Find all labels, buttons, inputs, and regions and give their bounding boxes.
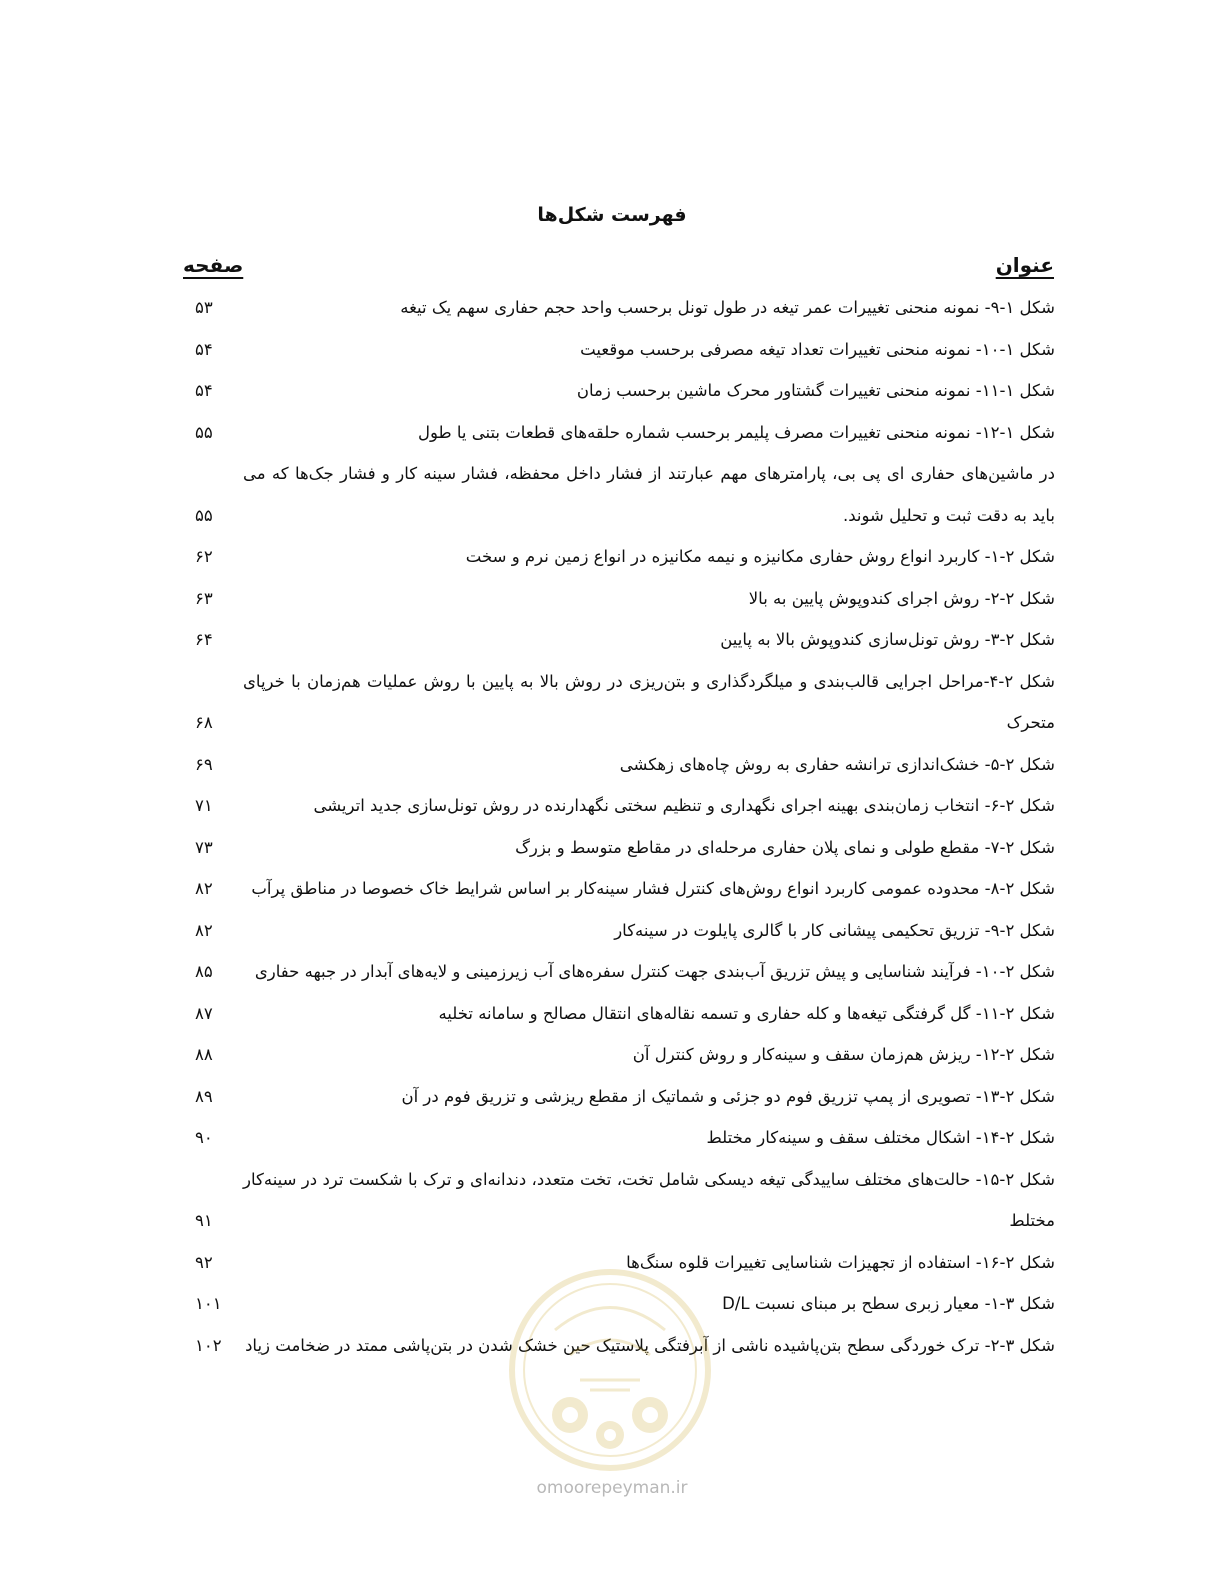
toc-entry-title: شکل ۲-۸- محدوده عمومی کاربرد انواع روش‌های کنترل فشار سینه‌کار بر اساس شرایط خاک خصوصا در مناطق پرآب (251, 879, 1055, 898)
toc-entry-title: شکل ۳-۱- معیار زبری سطح بر مبنای نسبت D/L (722, 1294, 1055, 1313)
toc-entry-page-number: ۸۵ (195, 962, 213, 981)
toc-entry-page-number: ۸۲ (195, 879, 213, 898)
toc-entry-page-number: ۶۲ (195, 547, 213, 566)
watermark-url: omoorepeyman.ir (536, 1478, 688, 1498)
toc-entry-title: شکل ۲-۱۶- استفاده از تجهیزات شناسایی تغییرات قلوه سنگ‌ها (626, 1252, 1055, 1272)
toc-entry-page-number: ۶۴ (195, 630, 213, 649)
toc-entry-title: شکل ۲-۱۴- اشکال مختلف سقف و سینه‌کار مختلط (706, 1128, 1055, 1147)
page-title: فهرست شکل‌ها (537, 204, 687, 226)
toc-entry[interactable] (195, 1159, 1055, 1242)
toc-entry-title: شکل ۲-۹- تزریق تحکیمی پیشانی کار با گالری پایلوت در سینه‌کار (614, 920, 1055, 940)
toc-entry-title: شکل ۲-۱۰- فرآیند شناسایی و پیش تزریق آب‌بندی جهت کنترل سفره‌های آب زیرزمینی و لایه‌های آبدار در جبهه حفاری (254, 962, 1055, 981)
toc-entry[interactable] (195, 993, 1055, 1035)
toc-entry-title: شکل ۱-۹- نمونه منحنی تغییرات عمر تیغه در طول تونل برحسب واحد حجم حفاری سهم یک تیغه (400, 298, 1055, 317)
toc-entry-title: شکل ۳-۲- ترک خوردگی سطح بتن‌پاشیده ناشی از آبرفتگی پلاستیک حین خشک شدن در بتن‌پاشی ممتد در ضخامت زیاد (245, 1335, 1055, 1355)
toc-entry[interactable] (195, 1242, 1055, 1284)
toc-entry-title: شکل ۲-۳- روش تونل‌سازی کندوپوش بالا به پایین (720, 630, 1055, 649)
toc-entry-title: شکل ۱-۱۲- نمونه منحنی تغییرات مصرف پلیمر برحسب شماره حلقه‌های قطعات بتنی یا طول (417, 422, 1055, 442)
toc-entry-page-number: ۵۳ (195, 298, 213, 317)
toc-entry-page-number: ۸۷ (195, 1003, 213, 1023)
toc-entry-page-number: ۶۹ (195, 754, 213, 774)
toc-entry-title: در ماشین‌های حفاری ای پی بی، پارامترهای مهم عبارتند از فشار داخل محفظه، فشار سینه کار و فشار جک‌ها که می باید به دقت ثبت و تحلیل شوند. (243, 464, 1055, 525)
toc-entry[interactable] (195, 661, 1055, 744)
toc-entry-page-number: ۶۳ (195, 588, 213, 608)
toc-entry[interactable] (195, 827, 1055, 869)
toc-entry-page-number: ۸۹ (195, 1086, 213, 1106)
toc-entry[interactable] (195, 453, 1055, 536)
toc-entry-page-number: ۹۱ (195, 1211, 213, 1230)
toc-entry-page-number: ۹۰ (195, 1128, 213, 1147)
toc-entry-page-number: ۵۴ (195, 381, 213, 400)
toc-entry-title: شکل ۲-۱۳- تصویری از پمپ تزریق فوم دو جزئی و شماتیک از مقطع ریزشی و تزریق فوم در آن (401, 1086, 1055, 1106)
toc-entry[interactable] (195, 578, 1055, 620)
toc-entry-page-number: ۷۱ (195, 796, 213, 815)
toc-entry-page-number: ۵۵ (195, 422, 213, 442)
toc-entry-title: شکل ۲-۲- روش اجرای کندوپوش پایین به بالا (748, 588, 1055, 608)
toc-entry-page-number: ۸۲ (195, 920, 213, 940)
toc-entry[interactable] (195, 1034, 1055, 1076)
toc-entry-title: شکل ۲-۱۱- گل گرفتگی تیغه‌ها و کله حفاری و تسمه نقاله‌های انتقال مصالح و سامانه تخلیه (438, 1003, 1055, 1023)
toc-entry-title: شکل ۲-۷- مقطع طولی و نمای پلان حفاری مرحله‌ای در مقاطع متوسط و بزرگ (515, 837, 1055, 857)
toc-entry-title: شکل ۲-۶- انتخاب زمان‌بندی بهینه اجرای نگهداری و تنظیم سختی نگهدارنده در روش تونل‌سازی جدید اتریشی (313, 796, 1055, 815)
column-header-page: صفحه (183, 253, 244, 277)
toc-entry-title: شکل ۱-۱۰- نمونه منحنی تغییرات تعداد تیغه مصرفی برحسب موقعیت (580, 339, 1055, 359)
toc-entry[interactable] (195, 536, 1055, 578)
toc-entry-page-number: ۱۰۱ (195, 1294, 222, 1313)
toc-entry[interactable] (195, 412, 1055, 454)
toc-entry[interactable] (195, 329, 1055, 371)
toc-entry-page-number: ۷۳ (195, 837, 213, 857)
toc-entry[interactable] (195, 619, 1055, 661)
toc-entry-page-number: ۵۴ (195, 339, 213, 359)
toc-entry[interactable] (195, 1283, 1055, 1325)
toc-entry-page-number: ۵۵ (195, 505, 213, 525)
toc-entry[interactable] (195, 1117, 1055, 1159)
toc-entry[interactable] (195, 1325, 1055, 1367)
toc-entry-page-number: ۶۸ (195, 713, 213, 732)
toc-entry-title: شکل ۲-۴-مراحل اجرایی قالب‌بندی و میلگردگذاری و بتن‌ریزی در روش بالا به پایین با روش عملیات هم‌زمان با خرپای متحرک (243, 671, 1055, 732)
toc-entry[interactable] (195, 370, 1055, 412)
toc-entry-page-number: ۹۲ (195, 1252, 213, 1272)
toc-entry[interactable] (195, 744, 1055, 786)
toc-entry-page-number: ۱۰۲ (195, 1335, 222, 1355)
toc-entry-title: شکل ۲-۵- خشک‌اندازی ترانشه حفاری به روش چاه‌های زهکشی (619, 754, 1055, 774)
toc-entry-title: شکل ۲-۱- کاربرد انواع روش حفاری مکانیزه و نیمه مکانیزه در انواع زمین نرم و سخت (465, 547, 1055, 566)
column-header-title: عنوان (995, 253, 1054, 277)
toc-entry-title: شکل ۲-۱۵- حالت‌های مختلف ساییدگی تیغه دیسکی شامل تخت، تخت متعدد، دندانه‌ای و ترک با شکست ترد در سینه‌کار مختلط (243, 1169, 1055, 1230)
toc-entry[interactable] (195, 1076, 1055, 1118)
toc-entry[interactable] (195, 785, 1055, 827)
toc-entry-page-number: ۸۸ (195, 1045, 213, 1064)
toc-entry[interactable] (195, 287, 1055, 329)
toc-entry-title: شکل ۲-۱۲- ریزش هم‌زمان سقف و سینه‌کار و روش کنترل آن (632, 1045, 1055, 1064)
toc-entry[interactable] (195, 868, 1055, 910)
toc-entry[interactable] (195, 951, 1055, 993)
toc-entry-title: شکل ۱-۱۱- نمونه منحنی تغییرات گشتاور محرک ماشین برحسب زمان (576, 381, 1055, 400)
toc-entry[interactable] (195, 910, 1055, 952)
figure-list (195, 287, 1055, 1366)
